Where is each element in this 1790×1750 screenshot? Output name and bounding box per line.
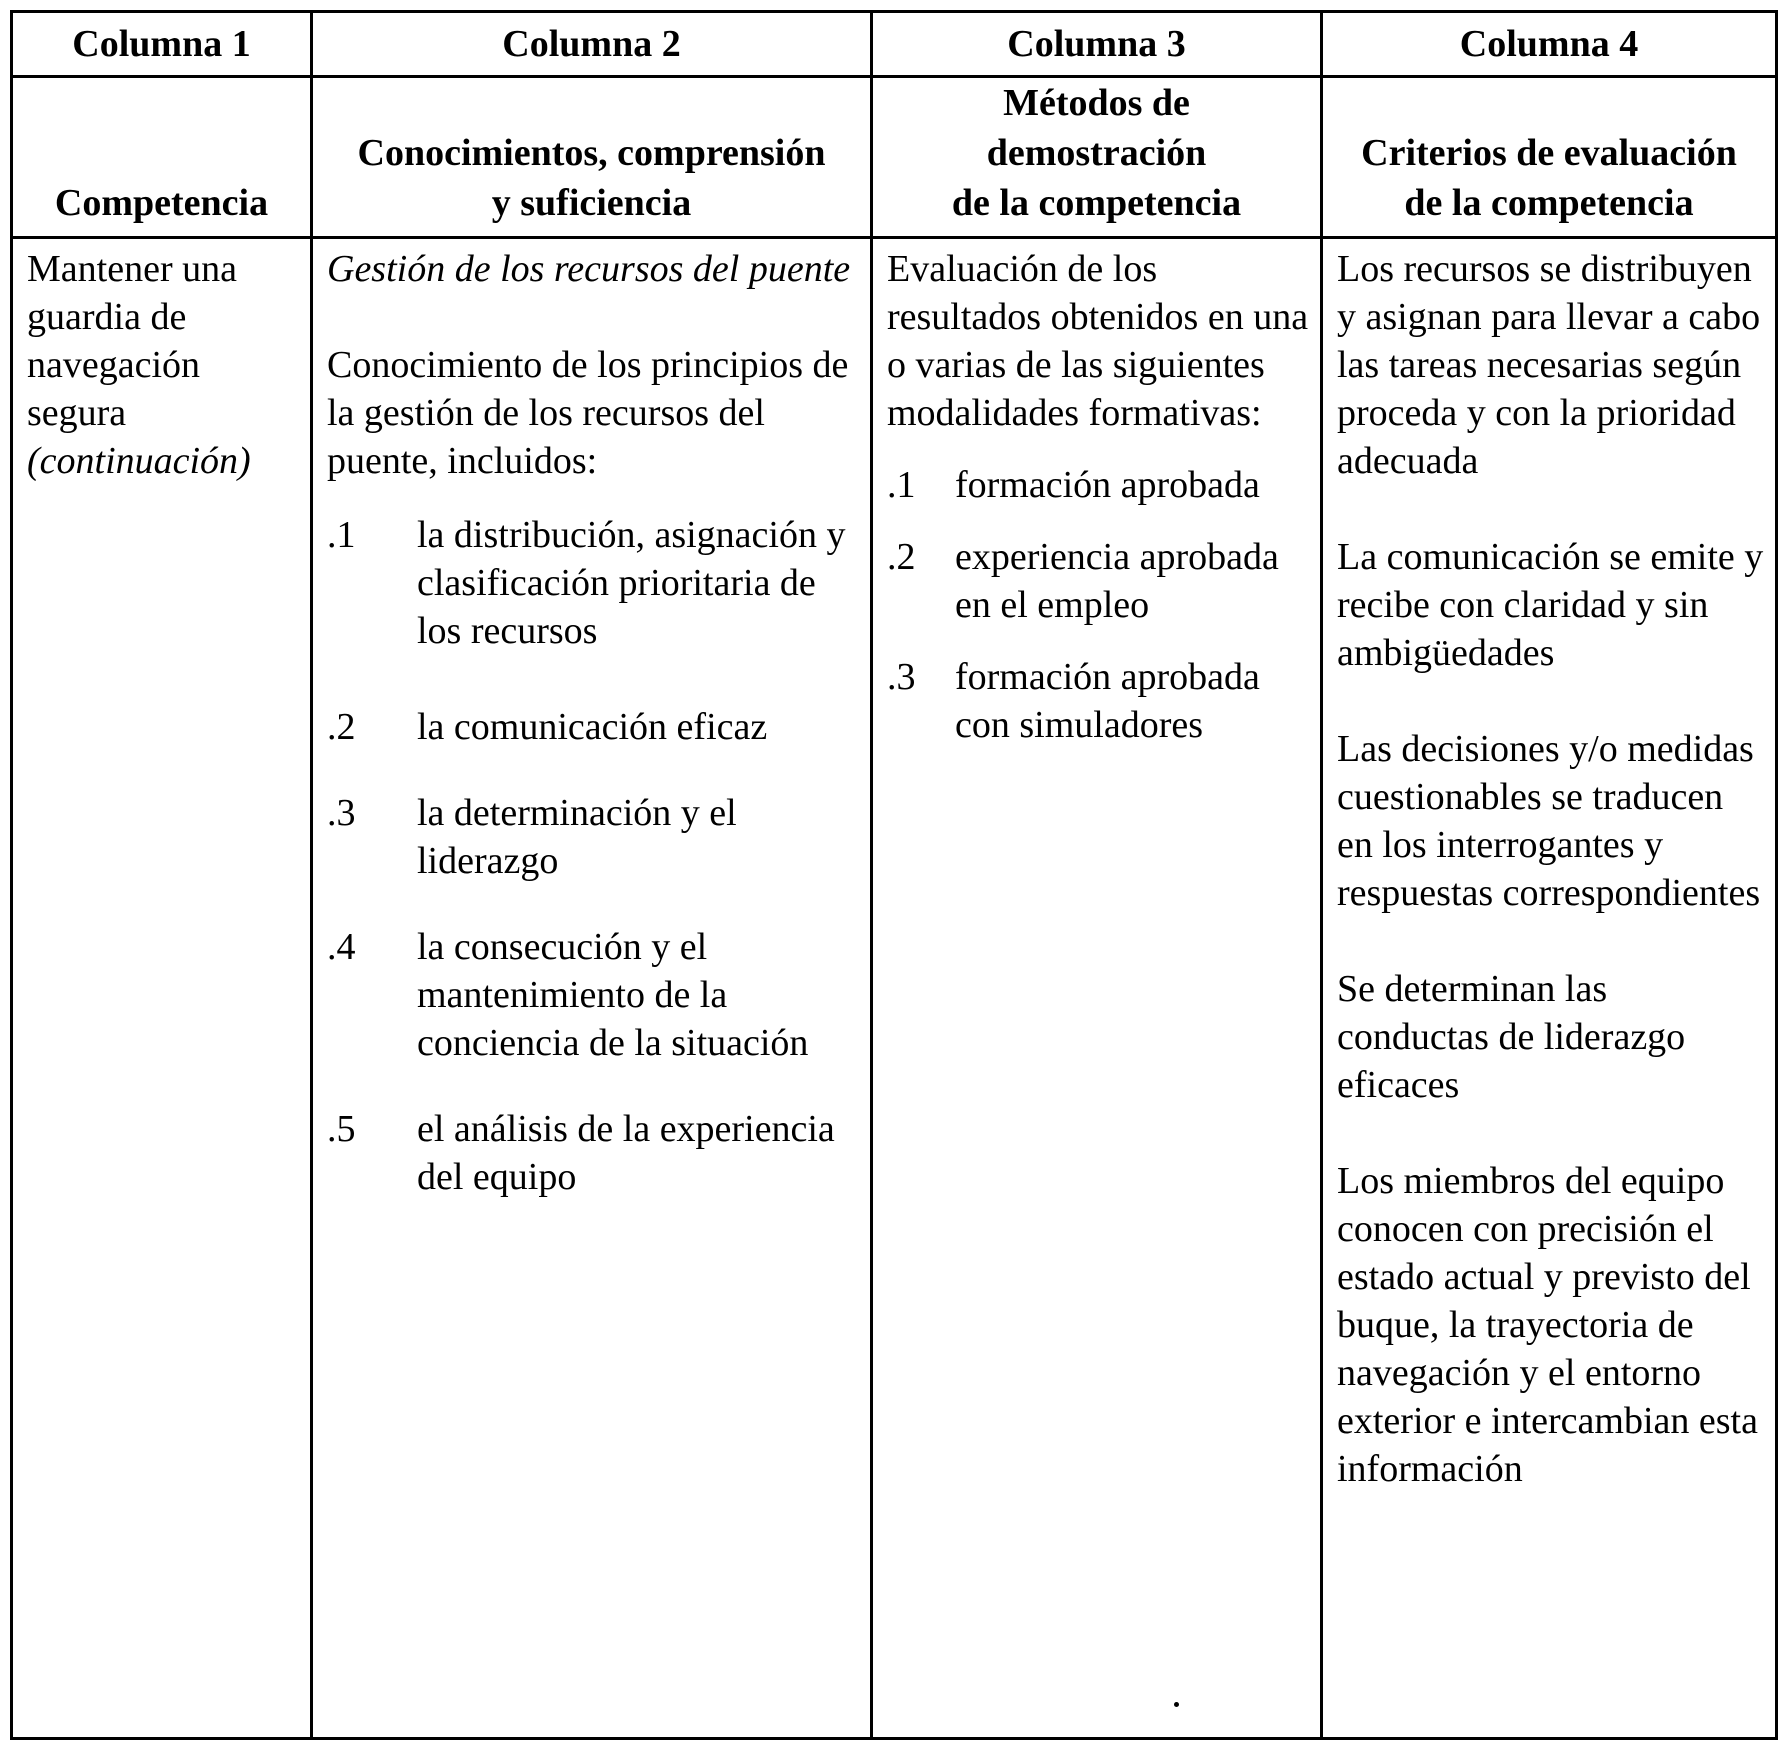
item-text: formación aprobada [955,464,1260,506]
column-3-title [872,77,1322,238]
item-number: .3 [327,792,356,834]
column-3-title-line: Métodos de [1003,82,1190,124]
criteria-paragraph: Se determinan las conductas de liderazgo eficaces [1337,968,1686,1106]
continuation-note: (continuación) [27,440,251,482]
column-4-number: Columna 4 [1322,12,1777,77]
item-number: .2 [327,706,356,748]
knowledge-item [327,923,860,1067]
column-number-row [12,12,1777,77]
knowledge-heading: Gestión de los recursos del puente [327,248,851,290]
column-title-row [12,77,1777,238]
criteria-paragraph: Los recursos se distribuyen y asignan para llevar a cabo las tareas necesarias según proceda y con la prioridad adecuada [1337,248,1761,482]
column-3-title-line: de la competencia [951,182,1242,224]
column-2-number: Columna 2 [312,12,872,77]
knowledge-item [327,1105,860,1201]
knowledge-intro: Conocimiento de los principios de la gestión de los recursos del puente, incluidos: [327,344,849,482]
criteria-paragraph: Los miembros del equipo conocen con precisión el estado actual y previsto del buque, la trayectoria de navegación y el entorno exterior e intercambian esta información [1337,1160,1758,1490]
methods-intro: Evaluación de los resultados obtenidos en una o varias de las siguientes modalidades formativas: [887,248,1309,434]
methods-item [887,533,1310,629]
content-row [12,238,1777,1739]
column-2-title-line: Conocimientos, comprensión [357,132,826,174]
item-number: .2 [887,536,916,578]
methods-cell [872,238,1322,1739]
item-text: el análisis de la experiencia del equipo [417,1108,835,1198]
criteria-cell [1322,238,1777,1739]
scan-speck [1174,1702,1179,1707]
item-text: la consecución y el mantenimiento de la conciencia de la situación [417,926,809,1064]
item-number: .4 [327,926,356,968]
item-text: la distribución, asignación y clasificación prioritaria de los recursos [417,514,846,652]
column-3-number: Columna 3 [872,12,1322,77]
column-1-title [12,77,312,238]
competence-table [10,10,1778,1740]
knowledge-item [327,789,860,885]
knowledge-cell [312,238,872,1739]
column-4-title-line: de la competencia [1404,182,1694,224]
knowledge-item [327,511,860,655]
criteria-paragraph: La comunicación se emite y recibe con claridad y sin ambigüedades [1337,536,1764,674]
methods-item [887,653,1310,749]
column-2-title [312,77,872,238]
item-text: formación aprobada con simuladores [955,656,1260,746]
item-text: la determinación y el liderazgo [417,792,737,882]
column-2-title-line: y suficiencia [491,182,692,224]
competence-cell [12,238,312,1739]
knowledge-item [327,703,860,751]
item-number: .1 [887,464,916,506]
item-number: .3 [887,656,916,698]
column-1-title-line: Competencia [54,182,269,224]
column-4-title-line: Criterios de evaluación [1361,132,1737,174]
item-number: .5 [327,1108,356,1150]
column-3-title-line: demostración [986,132,1207,174]
item-number: .1 [327,514,356,556]
item-text: la comunicación eficaz [417,706,768,748]
item-text: experiencia aprobada en el empleo [955,536,1279,626]
methods-item [887,461,1310,509]
competence-text: Mantener una guardia de navegación segura [27,248,237,434]
criteria-paragraph: Las decisiones y/o medidas cuestionables se traducen en los interrogantes y respuestas correspondientes [1337,728,1761,914]
column-4-title [1322,77,1777,238]
column-1-number: Columna 1 [12,12,312,77]
